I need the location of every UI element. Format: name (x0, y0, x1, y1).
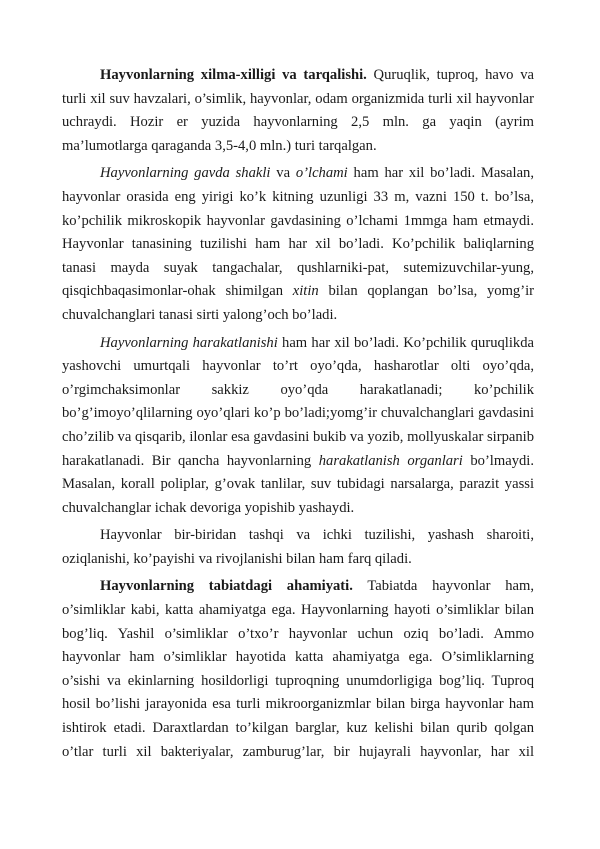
paragraph-text: Quruqlik, tuproq, havo va turli xil suv havzalari, o’simlik, hayvonlar, odam organizmida turli xil hayvonlar uchraydi. Hozir er yuzida hayvonlarning 2,5 mln. ga yaqin (ayrim ma’lumotlarga qaraganda 3,5-4,0 mln.) turi tarqalgan. (62, 67, 534, 154)
heading-distribution: Hayvonlarning xilma-xilligi va tarqalishi. (100, 67, 367, 83)
italic-term: o’lchami (295, 165, 348, 182)
italic-term: Hayvonlarning harakatlanishi (100, 334, 278, 351)
paragraph-text: bo’lmaydi. Masalan, korall poliplar, g’ovak tanlilar, suv tubidagi narsalarga, parazit yassi chuvalchanglar ichak devoriga yopishib yashaydi. (62, 452, 534, 516)
document-page (62, 64, 534, 768)
paragraph-body-shape (62, 162, 534, 327)
paragraph-text: ham har xil bo’ladi. Masalan, hayvonlar orasida eng yirigi ko’k kitning uzunligi 33 m, vazni 150 t. bo’lsa, ko’pchilik mikroskopik hayvonlar gavdasining o’lchami 1mmga ham etmaydi. Hayvonlar tanasining tuzilishi ham har xil bo’ladi. Ko’pchilik baliqlarning tanasi mayda suyak tangachalar, qushlarniki-pat, sutemizuvchilar-yung, qisqichbaqasimonlar-ohak shimilgan (62, 165, 534, 300)
paragraph-text: Hayvonlar bir-biridan tashqi va ichki tuzilishi, yashash sharoiti, oziqlanishi, ko’payishi va rivojlanishi bilan ham farq qiladi. (62, 527, 534, 567)
paragraph-text: Tabiatda hayvonlar ham, o’simliklar kabi, katta ahamiyatga ega. Hayvonlarning hayoti o’simliklar bilan bog’liq. Yashil o’simliklar o’txo’r hayvonlar uchun oziq bo’ladi. Ammo hayvonlar ham o’simliklar hayotida katta ahamiyatga ega. O’simliklarning o’sishi va ekinlarning hosildorligi tuproqning unumdorligiga bog’liq. Tuproq hosil bo’lishi jarayonida esa turli mikroorganizmlar bilan birga hayvonlar ham ishtirok etadi. Daraxtlardan to’kilgan barglar, kuz kelishi bilan qurib qolgan o’tlar turli xil bakteriyalar, zamburug’lar, bir hujayrali hayvonlar, har xil (62, 578, 534, 760)
heading-importance: Hayvonlarning tabiatdagi ahamiyati. (100, 578, 353, 595)
paragraph-text: bilan qoplangan bo’lsa, yomg’ir chuvalchanglari tanasi sirti yalong’och bo’ladi. (62, 283, 534, 323)
italic-term: harakatlanish organlari (318, 452, 463, 469)
italic-term: Hayvonlarning gavda shakli (100, 165, 271, 182)
paragraph-importance (62, 575, 534, 764)
italic-term: xitin (292, 283, 319, 300)
paragraph-text: va (270, 165, 296, 182)
paragraph-locomotion (62, 332, 534, 521)
paragraph-differences (62, 524, 534, 571)
paragraph-distribution (62, 64, 534, 158)
paragraph-text: ham har xil bo’ladi. Ko’pchilik quruqlikda yashovchi umurtqali hayvonlar to’rt oyo’qda, hasharotlar olti oyo’qda, o’rgimchaksimonlar sakkiz oyo’qda harakatlanadi; ko’pchilik bo’g’imoyo’qlilarning oyo’qlari ko’p bo’ladi;yomg’ir chuvalchanglari gavdasini cho’zilib va qisqarib, ilonlar esa gavdasini bukib va yozib, mollyuskalar sirpanib harakatlanadi. Bir qancha hayvonlarning (62, 334, 534, 469)
